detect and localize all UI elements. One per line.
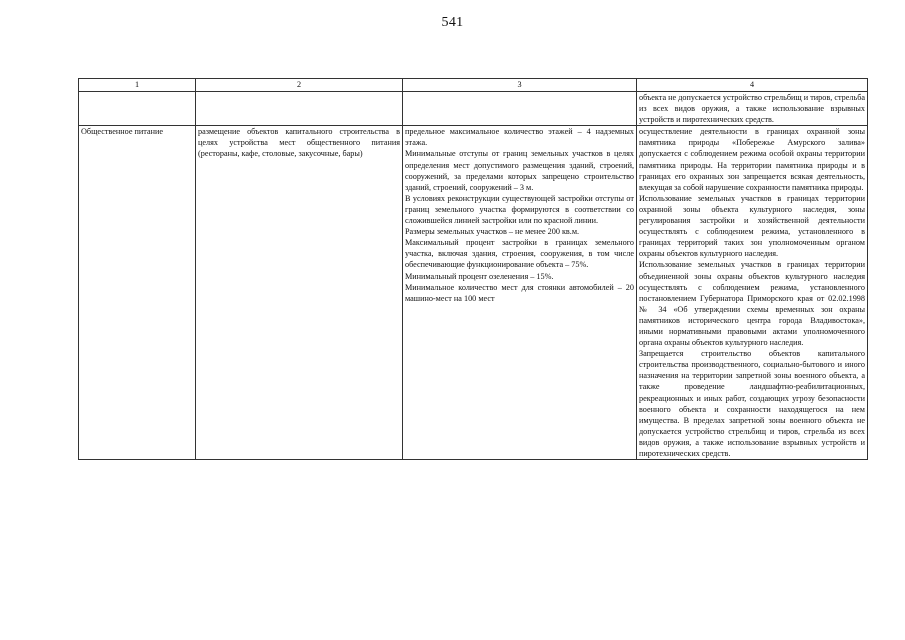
restrictions-cell [637, 126, 868, 460]
restrictions-cell [637, 92, 868, 126]
use-description-text: размещение объектов капитального строительства в целях устройства мест общественного питания (рестораны, кафе, столовые, закусочные, бары) [198, 127, 400, 159]
empty-cell [79, 92, 196, 126]
table-row-public-catering [79, 126, 868, 460]
parameter-paragraph: Размеры земельных участков – не менее 200 кв.м. [405, 227, 580, 237]
empty-cell [196, 92, 403, 126]
restriction-paragraph: осуществление деятельности в границах охранной зоны памятника природы «Побережье Амурского залива» допускается с соблюдением режима особой охраны территории памятника природы. На территории памятника природы и в границах его охранных зон запрещается всякая деятельность, влекущая за собой нарушение сохранности памятника природы. [639, 127, 865, 192]
parameters-cell [403, 126, 637, 460]
parameter-paragraph: предельное максимальное количество этажей – 4 надземных этажа. [405, 127, 634, 148]
empty-cell [403, 92, 637, 126]
restriction-paragraph: Использование земельных участков в границах территории объединенной зоны охраны объектов культурного наследия осуществлять с соблюдением режима, установленного постановлением Губернатора Приморского края от 02.02.1998 № 34 «Об утверждении схемы временных зон охраны памятников исторического центра города Владивостока», иными нормативными правовыми актами уполномоченного органа охраны объектов культурного наследия. [639, 260, 865, 348]
column-number-4: 4 [637, 79, 868, 92]
zoning-regulations-table [78, 78, 868, 460]
parameter-paragraph: Минимальный процент озеленения – 15%. [405, 271, 554, 281]
restriction-paragraph: объекта не допускается устройство стрельбищ и тиров, стрельба из всех видов оружия, а также использование взрывных устройств и пиротехнических средств. [639, 93, 865, 125]
column-number-3: 3 [403, 79, 637, 92]
table-header-row [79, 79, 868, 92]
column-number-2: 2 [196, 79, 403, 92]
parameter-paragraph: Минимальные отступы от границ земельных участков в целях определения мест допустимого размещения зданий, строений, сооружений, за пределами которых запрещено строительство зданий, строений, сооружений – 3 м. [405, 149, 634, 192]
restriction-paragraph: Запрещается строительство объектов капитального строительства производственного, социально-бытового и иного назначения на территории запретной зоны военного объекта, а также проведение ландшафтно-реабилитационных, рекреационных и иных работ, создающих угрозу безопасности военного объекта и сохранности находящегося на нем имущества. В пределах запретной зоны военного объекта не допускается устройство стрельбищ и тиров, стрельба из всех видов оружия, а также использование взрывных устройств и пиротехнических средств. [639, 349, 865, 458]
parameter-paragraph: В условиях реконструкции существующей застройки отступы от границ земельного участка формируются в соответствии со сложившейся линией застройки или по красной линии. [405, 193, 634, 226]
column-number-1: 1 [79, 79, 196, 92]
page-number: 541 [441, 15, 464, 30]
restriction-paragraph: Использование земельных участков в границах территории охранной зоны объекта культурного наследия, зоны регулирования застройки и хозяйственной деятельности осуществлять с соблюдением режима, установленного в границах территорий таких зон уполномоченным органом охраны объектов культурного наследия. [639, 193, 865, 259]
land-use-type-cell: Общественное питание [79, 126, 196, 460]
parameter-paragraph: Минимальное количество мест для стоянки автомобилей – 20 машино-мест на 100 мест [405, 282, 634, 303]
use-description-cell [196, 126, 403, 460]
parameter-paragraph: Максимальный процент застройки в границах земельного участка, включая здания, строения, сооружения, в том числе обеспечивающие функционирование объекта – 75%. [405, 238, 634, 270]
table-row-continuation [79, 92, 868, 126]
